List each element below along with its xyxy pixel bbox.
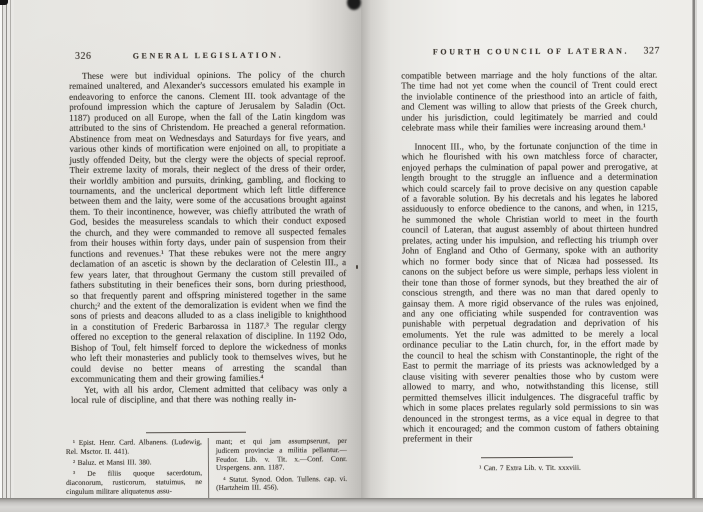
- left-page: [14, 0, 361, 498]
- page-stack-edges: [0, 0, 14, 506]
- paragraph: These were but individual opinions. The policy of the church remained unaltered, and Alexander's successors emulated his example in endeavoring to enforce the canons. Clement III. took advantage of the profound impression which the capture of Jerusalem by Saladin (Oct. 1187) produced on all Europe, when the fall of the Latin kingdom was attributed to the sins of Christendom. He preached a general reformation. Abstinence from meat on Wednesdays and Saturdays for five years, and various other kinds of mortification were enjoined on all, to propitiate a justly offended Deity, but the clergy were the objects of special reproof. Their extreme laxity of morals, their neglect of the dress of their order, their worldly ambition and pursuits, drinking, gambling, and flocking to tournaments, and the unclerical deportment which left little difference between them and the laity, were some of the accusations brought against them. To their incontinence, however, was chiefly attributed the wrath of God, besides the measureless scandals to which their conduct exposed the church, and they were commanded to remove all suspected females from their houses within forty days, under pain of suspension from their functions and revenues.¹ That these rebukes were not the mere angry declamation of an ascetic is shown by the declaration of Celestin III., a few years later, that throughout Germany the custom still prevailed of fathers substituting in their benefices their sons, born during priesthood, so that frequently parent and offspring ministered together in the same church;² and the extent of the demoralization is evident when we find the sons of priests and deacons alluded to as a class ineligible to knighthood in a constitution of Frederic Barbarossa in 1187.³ The regular clergy offered no exception to the general relaxation of discipline. In 1192 Odo, Bishop of Toul, felt himself forced to deplore the wickedness of monks who left their monasteries and publicly took to themselves wives, but he could devise no better means of arresting the scandal than excommunicating them and their growing families.⁴: [69, 69, 347, 384]
- right-page-number: 327: [643, 45, 661, 57]
- right-page-header: [402, 45, 660, 59]
- footnote-column-1: [66, 438, 208, 499]
- left-page-body: [69, 69, 347, 405]
- right-page-body: [401, 69, 659, 444]
- left-page-footnotes: [66, 437, 347, 499]
- right-running-head: FOURTH COUNCIL OF LATERAN.: [432, 46, 630, 57]
- footnote: ³ De filiis quoque sacerdotum, diaconorum, rusticorum, statuimus, ne cingulum militare aliquatenus assu-: [66, 468, 203, 496]
- left-running-head: GENERAL LEGISLATION.: [132, 50, 284, 61]
- ink-speck: [356, 265, 358, 269]
- footnote-rule: [481, 457, 573, 458]
- footnote: ² Baluz. et Mansi III. 380.: [72, 457, 152, 468]
- footnote-continuation: mant; et qui jam assumpserunt, per judicem provinciæ a militia pellantur.—Feudor. Lib. v. Tit. x.—Conf. Conr. Urspergens. ann. 1187.: [215, 436, 347, 473]
- paragraph: Yet, with all his ardor, Clement admitted that celibacy was only a local rule of discipline, and that there was nothing really in-: [70, 382, 347, 405]
- footnote: ⁴ Statut. Synod. Odon. Tullens. cap. vi. (Hartzheim III. 456).: [216, 473, 348, 493]
- footnote-column-2: [208, 437, 347, 498]
- right-page: [361, 0, 693, 498]
- left-page-number: 326: [74, 50, 92, 62]
- footnote-rule: [146, 432, 246, 434]
- paragraph: compatible between marriage and the holy functions of the altar. The time had not yet come when the council of Trent could erect the inviolable continence of the priesthood into an article of faith, and Clement was willing to allow that priests of the Greek church, under his jurisdiction, could legitimately be married and could celebrate mass while their families were increasing around them.¹: [401, 69, 658, 133]
- left-page-header: [70, 49, 346, 64]
- scanner-bottom-edge: [0, 498, 703, 512]
- right-page-footnote: ¹ Can. 7 Extra Lib. v. Tit. xxxviii.: [479, 462, 581, 473]
- paragraph: Innocent III., who, by the fortunate conjunction of the time in which he flourished with his own matchless force of character, enjoyed perhaps the culmination of papal power and prerogative, at length brought to the struggle an influence and a determination which could scarcely fail to prove decisive on any question capable of a favorable solution. By his decretals and his legates he labored assiduously to enforce obedience to the canons, and when, in 1215, he summoned the whole Christian world to meet in the fourth council of Lateran, that august assembly of about thirteen hundred prelates, acting under his impulsion, and reflecting his triumph over John of England and Otho of Germany, spoke with an authority which no former body since that of Nicæa had possessed. Its canons on the subject before us were simple, perhaps less violent in their tone than those of former synods, but they breathed the air of conscious strength, and there was no man that dared openly to gainsay them. A more rigid observance of the rules was enjoined, and any one officiating while suspended for contravention was punishable with perpetual degradation and deprivation of his emoluments. Yet the rule was admitted to be merely a local ordinance peculiar to the Latin church, for, in the effort made by the council to heal the schism with Constantinople, the right of the East to permit the marriage of its priests was acknowledged by a clause visiting with severer penalties those who by custom were allowed to marry, and who, notwithstanding this license, still permitted themselves illicit indulgences. The disgraceful traffic by which in some places prelates regularly sold permissions to sin was denounced in the strongest terms, as a vice equal in degree to that which it encouraged; and the common custom of fathers obtaining preferment in their: [401, 140, 659, 444]
- right-page-edge: [692, 0, 703, 503]
- top-left-corner-mark: [0, 0, 8, 5]
- footnote: ¹ Epist. Henr. Card. Albanens. (Ludewig, Rel. Msctor. II. 441).: [65, 437, 202, 456]
